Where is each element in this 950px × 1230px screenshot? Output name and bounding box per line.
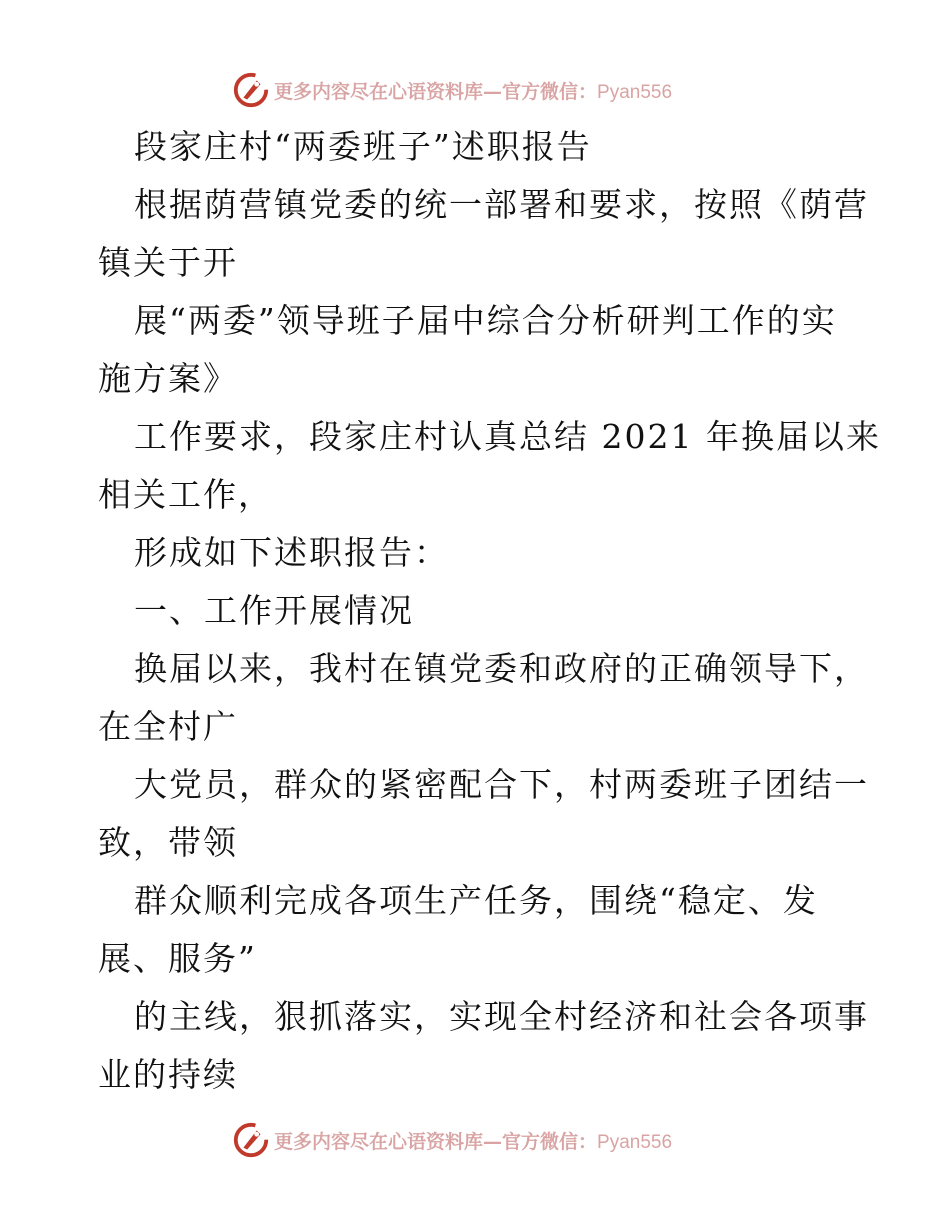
paragraph-line: 相关工作， [98,475,273,514]
banner-text: 更多内容尽在心语资料库—官方微信：Pyan556 [274,80,673,103]
document-body [98,118,881,1104]
wechat-id: Pyan556 [597,81,673,103]
header-banner [232,70,672,110]
paragraph-line: 展“两委”领导班子届中综合分析研判工作的实 [134,301,837,340]
paragraph-line: 展、服务” [98,939,257,978]
paragraph-line: 镇关于开 [98,243,238,282]
paragraph-line: 的主线，狠抓落实，实现全村经济和社会各项事 [134,997,869,1036]
paragraph-line: 致，带领 [98,823,238,862]
paragraph-line: 工作要求，段家庄村认真总结 2021 年换届以来 [134,417,881,456]
paragraph-line: 大党员，群众的紧密配合下，村两委班子团结一 [134,765,869,804]
paragraph-line: 群众顺利完成各项生产任务，围绕“稳定、发 [134,881,818,920]
pen-nib-logo-icon [232,71,270,109]
wechat-id: Pyan556 [597,1131,673,1153]
paragraph-line: 换届以来，我村在镇党委和政府的正确领导下， [134,649,869,688]
banner-text: 更多内容尽在心语资料库—官方微信：Pyan556 [274,1130,673,1153]
section-heading: 一、工作开展情况 [134,591,414,630]
paragraph-line: 业的持续 [98,1055,238,1094]
paragraph-line: 形成如下述职报告： [134,533,449,572]
paragraph-line: 在全村广 [98,707,238,746]
paragraph-line: 施方案》 [98,359,238,398]
document-title: 段家庄村“两委班子”述职报告 [134,127,592,166]
paragraph-line: 根据荫营镇党委的统一部署和要求，按照《荫营 [134,185,869,224]
pen-nib-logo-icon [232,1121,270,1159]
footer-banner [232,1120,672,1160]
